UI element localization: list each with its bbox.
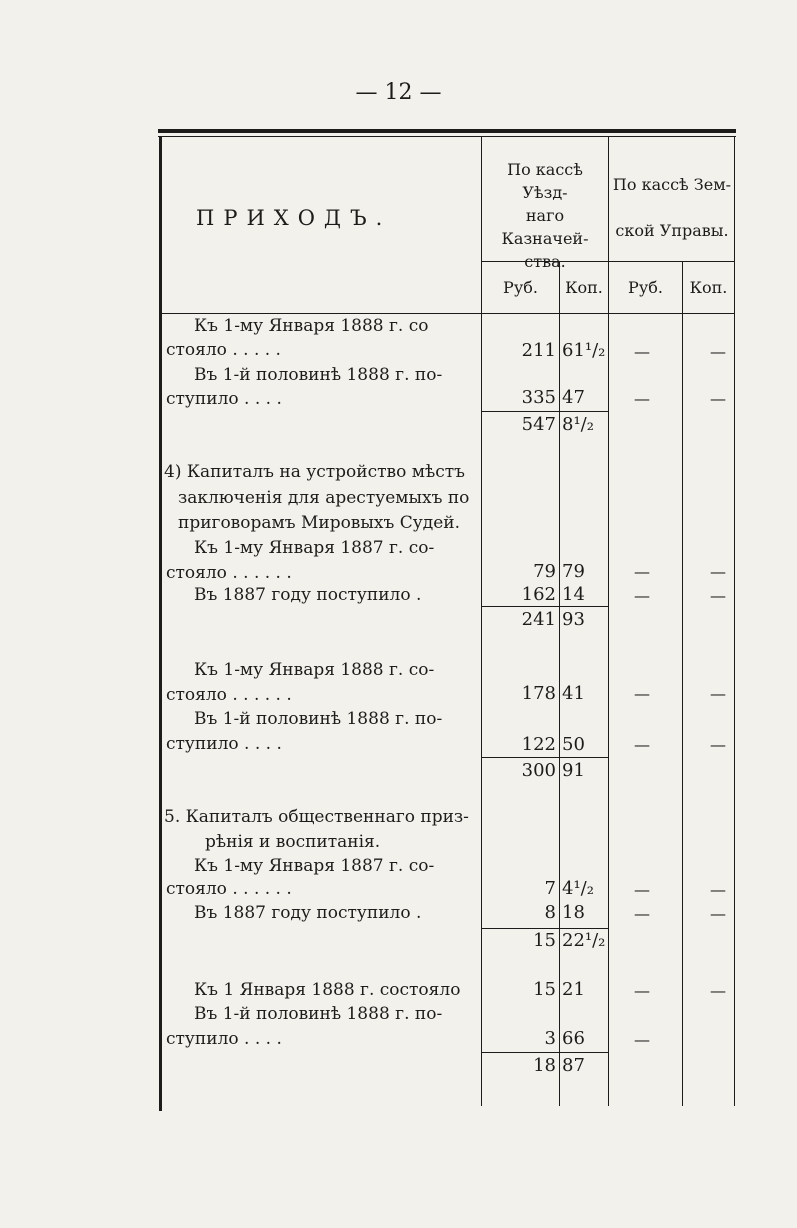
kop-value: 41 [562,683,585,704]
rub-value: 79 [533,561,556,582]
col-divider-4 [682,262,683,1106]
rub-value: 211 [521,340,556,361]
sum-rule-2 [482,606,608,607]
row-label: Въ 1-й половинѣ 1888 г. по- [194,709,443,729]
sum-rule-1 [482,411,608,412]
header-col-zemskaya-line2: ской Управы. [615,221,729,240]
section-heading: 4) Капиталъ на устройство мѣстъ [164,462,465,482]
dash-kop: — [710,389,726,408]
sum-rule-3 [482,757,608,758]
row-label: Къ 1 Января 1888 г. состояло [194,980,461,1000]
dash-rub: — [634,735,650,754]
rub-value: 15 [533,930,556,951]
table-top-rule-thick [158,129,736,133]
col-divider-5 [734,136,735,1106]
kop-value: 14 [562,584,585,605]
kop-value: 4¹/₂ [562,878,594,899]
dash-kop: — [710,981,726,1000]
section-heading: рѣнія и воспитанія. [205,832,381,852]
col-divider-2 [559,262,560,1106]
table-left-border [159,136,162,1111]
subheader-rub-1: Руб. [503,278,538,297]
rub-value: 18 [533,1055,556,1076]
row-label: Въ 1-й половинѣ 1888 г. по- [194,1004,443,1024]
kop-value: 66 [562,1028,585,1049]
sum-rule-4 [482,928,608,929]
kop-value: 18 [562,902,585,923]
subheader-kop-2: Коп. [689,278,728,297]
row-label: ступило . . . . [166,389,282,409]
dash-kop: — [710,586,726,605]
header-col-kaznacheystvo [482,158,608,273]
header-col-zemskaya [609,162,735,254]
header-col-zemskaya-line1: По кассѣ Зем- [612,175,732,194]
subheader-kop-1: Коп. [565,278,603,297]
row-label: стояло . . . . . . [166,563,292,583]
dash-rub: — [634,586,650,605]
header-col-kaznacheystvo-line1: По кассѣ Уѣзд- [507,160,583,202]
dash-kop: — [710,684,726,703]
row-label: Въ 1887 году поступило . [194,585,422,605]
table-top-rule-thin [158,136,736,137]
row-label: Къ 1-му Января 1888 г. со- [194,660,435,680]
row-label: ступило . . . . [166,1029,282,1049]
dash-kop: — [710,342,726,361]
dash-kop: — [710,735,726,754]
dash-rub: — [634,684,650,703]
dash-rub: — [634,342,650,361]
dash-rub: — [634,981,650,1000]
rub-value: 300 [521,760,556,781]
rub-value: 335 [521,387,556,408]
rub-value: 162 [521,584,556,605]
row-label: Въ 1-й половинѣ 1888 г. по- [194,365,443,385]
row-label: Къ 1-му Января 1887 г. со- [194,856,435,876]
row-label: Въ 1887 году поступило . [194,903,422,923]
header-bottom-rule [160,313,735,314]
rub-value: 7 [544,878,556,899]
section-heading: 5. Капиталъ общественнаго приз- [164,807,469,827]
kop-value: 21 [562,979,585,1000]
rub-value: 178 [521,683,556,704]
header-col-kaznacheystvo-line2: наго Казначей- [501,206,589,248]
row-label: Къ 1-му Января 1887 г. со- [194,538,435,558]
dash-kop: — [710,880,726,899]
rub-value: 241 [521,609,556,630]
dash-rub: — [634,389,650,408]
kop-value: 87 [562,1055,585,1076]
dash-kop: — [710,904,726,923]
dash-rub: — [634,1030,650,1049]
row-label: ступило . . . . [166,734,282,754]
kop-value: 22¹/₂ [562,930,606,951]
bleed-through [300,180,305,198]
subheader-rub-2: Руб. [628,278,663,297]
kop-value: 8¹/₂ [562,414,594,435]
header-col-kaznacheystvo-line3: ства. [524,252,566,271]
rub-value: 8 [544,902,556,923]
row-label: Къ 1-му Января 1888 г. со [194,316,429,336]
rub-value: 3 [544,1028,556,1049]
dash-rub: — [634,880,650,899]
row-label: стояло . . . . . [166,340,281,360]
section-heading: приговорамъ Мировыхъ Судей. [178,513,460,533]
rub-value: 15 [533,979,556,1000]
header-title: ПРИХОДЪ. [196,206,392,230]
dash-rub: — [634,562,650,581]
sum-rule-5 [482,1052,608,1053]
row-label: стояло . . . . . . [166,879,292,899]
kop-value: 79 [562,561,585,582]
page-number: — 12 — [355,80,442,105]
kop-value: 93 [562,609,585,630]
dash-rub: — [634,904,650,923]
kop-value: 91 [562,760,585,781]
kop-value: 50 [562,734,585,755]
rub-value: 547 [521,414,556,435]
kop-value: 47 [562,387,585,408]
dash-kop: — [710,562,726,581]
kop-value: 61¹/₂ [562,340,606,361]
section-heading: заключенія для арестуемыхъ по [178,488,470,508]
row-label: стояло . . . . . . [166,685,292,705]
rub-value: 122 [521,734,556,755]
